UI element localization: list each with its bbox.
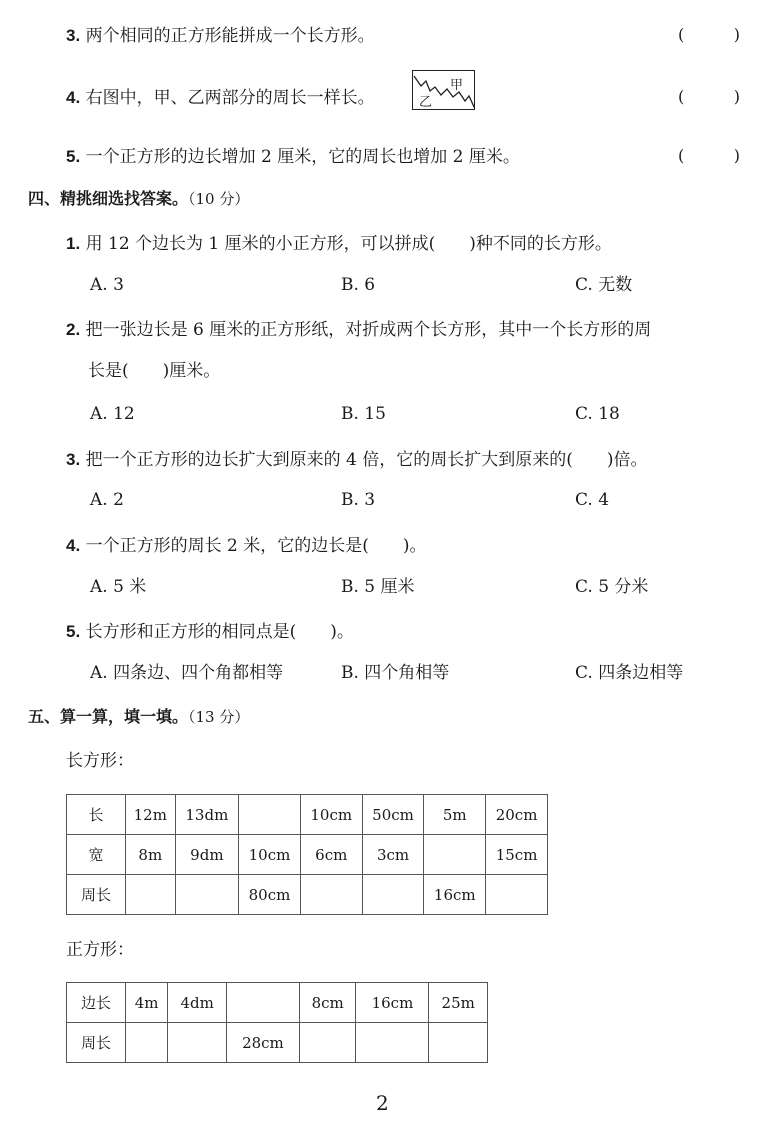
table-cell: 13dm xyxy=(175,795,239,835)
table-cell[interactable] xyxy=(424,835,486,875)
question-number: 3. xyxy=(66,450,81,469)
row-header: 长 xyxy=(67,795,126,835)
table-cell: 12m xyxy=(126,795,176,835)
section-5-heading xyxy=(28,709,249,726)
jia-yi-figure xyxy=(412,70,475,110)
option-c[interactable]: C. 4 xyxy=(575,490,610,510)
option-a[interactable]: A. 四条边、四个角都相等 xyxy=(90,663,284,683)
square-table xyxy=(66,982,488,1063)
choice-q1 xyxy=(66,235,612,253)
option-b[interactable]: B. 3 xyxy=(341,490,376,510)
figure-label-jia: 甲 xyxy=(450,78,464,93)
table-row xyxy=(67,983,488,1023)
table-cell: 10cm xyxy=(300,795,362,835)
choice-q3 xyxy=(66,451,647,469)
option-c[interactable]: C. 四条边相等 xyxy=(575,663,684,683)
option-c[interactable]: C. 5 分米 xyxy=(575,577,649,597)
table-cell[interactable] xyxy=(486,875,548,915)
table-cell: 25m xyxy=(429,983,488,1023)
section-score: （13 分） xyxy=(188,708,250,726)
judge-q4 xyxy=(66,89,375,107)
table-cell: 16cm xyxy=(356,983,429,1023)
question-text: 一个正方形的边长增加 2 厘米，它的周长也增加 2 厘米。 xyxy=(85,147,520,167)
table-cell: 9dm xyxy=(175,835,239,875)
answer-parentheses[interactable]: ( ) xyxy=(678,146,740,165)
question-text: 长方形和正方形的相同点是( )。 xyxy=(85,622,354,642)
row-header: 周长 xyxy=(67,1023,126,1063)
answer-parentheses[interactable]: ( ) xyxy=(678,25,740,44)
option-b[interactable]: B. 5 厘米 xyxy=(341,577,415,597)
table-row xyxy=(67,795,548,835)
question-number: 5. xyxy=(66,147,81,166)
table-cell[interactable] xyxy=(356,1023,429,1063)
table-cell: 10cm xyxy=(239,835,301,875)
table-cell: 15cm xyxy=(486,835,548,875)
option-a[interactable]: A. 5 米 xyxy=(90,577,147,597)
row-header: 宽 xyxy=(67,835,126,875)
table-cell: 80cm xyxy=(239,875,301,915)
section-title: 四、精挑细选找答案。 xyxy=(28,191,189,208)
table-cell: 5m xyxy=(424,795,486,835)
table-cell: 8cm xyxy=(299,983,356,1023)
table-row xyxy=(67,1023,488,1063)
question-number: 5. xyxy=(66,622,81,641)
answer-parentheses[interactable]: ( ) xyxy=(678,87,740,106)
table-cell: 4m xyxy=(126,983,168,1023)
choice-q5 xyxy=(66,623,354,641)
option-b[interactable]: B. 四个角相等 xyxy=(341,663,450,683)
question-text: 一个正方形的周长 2 米，它的边长是( )。 xyxy=(85,536,427,556)
judge-q3 xyxy=(66,27,375,45)
table-cell: 4dm xyxy=(168,983,227,1023)
question-text: 右图中，甲、乙两部分的周长一样长。 xyxy=(85,88,375,108)
choice-q4 xyxy=(66,537,426,555)
page-number: 2 xyxy=(376,1091,389,1115)
table-cell[interactable] xyxy=(299,1023,356,1063)
table-cell[interactable] xyxy=(239,795,301,835)
option-b[interactable]: B. 6 xyxy=(341,275,376,295)
table-cell[interactable] xyxy=(126,1023,168,1063)
question-text: 用 12 个边长为 1 厘米的小正方形，可以拼成( )种不同的长方形。 xyxy=(85,234,612,254)
option-a[interactable]: A. 3 xyxy=(90,275,124,295)
judge-q5 xyxy=(66,148,520,166)
table-cell: 6cm xyxy=(300,835,362,875)
question-text: 把一个正方形的边长扩大到原来的 4 倍，它的周长扩大到原来的( )倍。 xyxy=(85,450,648,470)
table-cell: 3cm xyxy=(362,835,424,875)
table-cell: 16cm xyxy=(424,875,486,915)
question-number: 4. xyxy=(66,88,81,107)
option-a[interactable]: A. 2 xyxy=(90,490,124,510)
section-4-heading xyxy=(28,191,249,208)
option-a[interactable]: A. 12 xyxy=(90,404,135,424)
rectangle-table xyxy=(66,794,548,915)
question-number: 3. xyxy=(66,26,81,45)
question-text: 两个相同的正方形能拼成一个长方形。 xyxy=(85,26,375,46)
table-cell[interactable] xyxy=(126,875,176,915)
table-cell[interactable] xyxy=(362,875,424,915)
table-cell[interactable] xyxy=(226,983,299,1023)
table-cell: 20cm xyxy=(486,795,548,835)
table-cell[interactable] xyxy=(300,875,362,915)
row-header: 周长 xyxy=(67,875,126,915)
question-text: 把一张边长是 6 厘米的正方形纸，对折成两个长方形，其中一个长方形的周 xyxy=(85,320,652,340)
question-text-continued: 长是( )厘米。 xyxy=(88,361,221,381)
rectangle-label: 长方形： xyxy=(66,751,134,771)
table-cell: 50cm xyxy=(362,795,424,835)
figure-label-yi: 乙 xyxy=(419,95,433,110)
option-b[interactable]: B. 15 xyxy=(341,404,386,424)
table-cell: 28cm xyxy=(226,1023,299,1063)
question-number: 2. xyxy=(66,320,81,339)
option-c[interactable]: C. 无数 xyxy=(575,275,633,295)
table-row xyxy=(67,875,548,915)
question-number: 1. xyxy=(66,234,81,253)
table-cell[interactable] xyxy=(429,1023,488,1063)
question-number: 4. xyxy=(66,536,81,555)
choice-q2 xyxy=(66,321,651,339)
row-header: 边长 xyxy=(67,983,126,1023)
table-cell[interactable] xyxy=(175,875,239,915)
section-title: 五、算一算，填一填。 xyxy=(28,709,189,726)
section-score: （10 分） xyxy=(188,190,250,208)
option-c[interactable]: C. 18 xyxy=(575,404,620,424)
table-row xyxy=(67,835,548,875)
table-cell: 8m xyxy=(126,835,176,875)
square-label: 正方形： xyxy=(66,940,134,960)
table-cell[interactable] xyxy=(168,1023,227,1063)
